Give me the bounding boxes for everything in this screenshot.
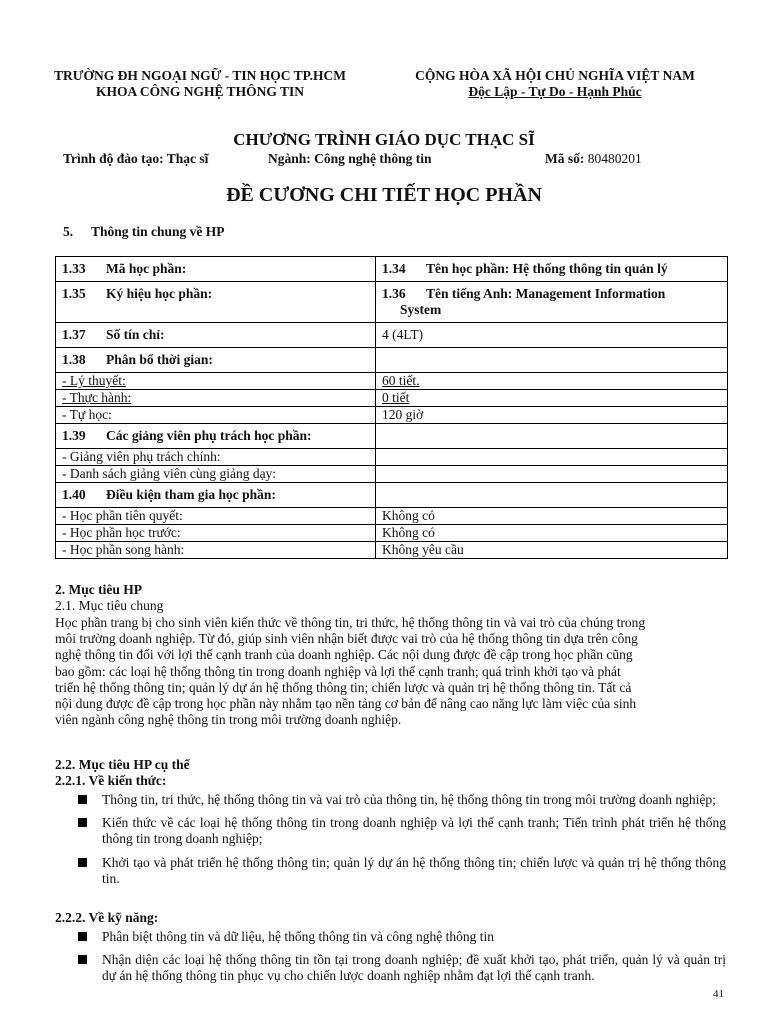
table-cell [376,390,728,407]
program-code-value: 80480201 [587,151,642,166]
table-cell [376,449,728,466]
square-bullet-icon [78,955,87,964]
program-code [545,151,642,167]
table-row [56,449,728,466]
item-label: Mã học phần: [106,261,187,276]
condition-value: Không có [382,508,435,523]
section-2-2-1-heading: 2.2.1. Về kiến thức: [55,773,167,788]
paragraph-line: môi trường doanh nghiệp. Từ đó, giúp sinh viên nhận biết được vai trò của hệ thống thông tin dựa trên công [55,631,638,647]
table-row [56,508,728,525]
paragraph-line: nghệ thông tin đối với lợi thế cạnh tranh của doanh nghiệp. Các nội dung được đề cập trong học phần cũng [55,647,633,663]
item-value: 4 (4LT) [382,327,424,342]
table-cell [56,542,376,559]
list-item-text: Thông tin, tri thức, hệ thống thông tin và vai trò của thông tin, hệ thống thông tin trong môi trường doanh nghiệp; [102,792,716,807]
table-cell [376,373,728,390]
table-cell [56,373,376,390]
list-item [78,952,726,984]
knowledge-list [78,792,726,894]
motto-wrap [398,84,712,100]
course-info-table [55,256,728,559]
square-bullet-icon [78,858,87,867]
list-item-text: Phân biệt thông tin và dữ liệu, hệ thống thông tin và công nghệ thông tin [102,929,495,944]
table-cell [376,282,728,323]
program-major: Ngành: Công nghệ thông tin [268,151,432,166]
section-2-1-heading: 2.1. Mục tiêu chung [55,598,164,613]
table-cell [56,483,376,508]
condition-value: Không có [382,525,435,540]
table-cell [376,424,728,449]
list-item [78,792,726,808]
table-row [56,466,728,483]
table-row [56,373,728,390]
section-5-number: 5. [63,224,74,239]
section-2-heading: 2. Mục tiêu HP [55,582,142,597]
program-code-label: Mã số: [545,151,585,166]
program-title: CHƯƠNG TRÌNH GIÁO DỤC THẠC SĨ [233,130,535,149]
square-bullet-icon [78,932,87,941]
table-cell [56,323,376,348]
table-cell [56,424,376,449]
table-row [56,483,728,508]
time-value: 60 tiết. [382,373,420,388]
condition-label: - Học phần song hành: [62,542,185,557]
table-row [56,348,728,373]
table-cell [376,257,728,282]
list-item [78,929,726,945]
table-cell [56,449,376,466]
table-row [56,390,728,407]
table-row [56,282,728,323]
item-number: 1.34 [382,261,406,276]
item-number: 1.40 [62,487,86,502]
faculty-name: KHOA CÔNG NGHỆ THÔNG TIN [95,84,305,99]
independence-motto: Độc Lập - Tự Do - Hạnh Phúc [468,84,642,99]
item-number: 1.39 [62,428,86,443]
list-item [78,815,726,847]
table-cell [56,282,376,323]
condition-label: - Học phần học trước: [62,525,181,540]
item-label: Phân bổ thời gian: [106,352,213,367]
square-bullet-icon [78,818,87,827]
paragraph-line: bao gồm: các loại hệ thống thông tin trong doanh nghiệp và lợi thế cạnh tranh; quá trình khởi tạo và phát [55,663,621,679]
condition-label: - Học phần tiên quyết: [62,508,183,523]
table-row [56,257,728,282]
country-motto: CỘNG HÒA XÃ HỘI CHỦ NGHĨA VIỆT NAM [415,68,695,83]
table-row [56,407,728,424]
square-bullet-icon [78,795,87,804]
section-2-2-2-heading: 2.2.2. Về kỹ năng: [55,910,159,925]
section-5-heading [63,224,225,240]
table-cell [376,348,728,373]
table-cell [56,525,376,542]
table-cell [376,483,728,508]
list-item [78,855,726,887]
paragraph-line: triển hệ thống thông tin; quản lý dự án hệ thống thông tin; chiến lược và quản trị hệ thống thông tin. Tất cả [55,679,632,695]
paragraph-line: nội dung được đề cập trong học phần này nhằm tạo nền tảng cơ bản để nâng cao năng lực làm việc của sinh [55,696,637,712]
table-cell [376,525,728,542]
program-level: Trình độ đào tạo: Thạc sĩ [63,151,209,166]
time-label: - Tự học: [62,407,112,422]
item-label: Các giảng viên phụ trách học phần: [106,428,312,443]
paragraph-line: Học phần trang bị cho sinh viên kiến thức về thông tin, tri thức, hệ thống thông tin và vai trò của chúng trong [55,615,646,630]
table-cell [56,407,376,424]
school-name: TRƯỜNG ĐH NGOẠI NGỮ - TIN HỌC TP.HCM [53,68,347,83]
table-cell [376,407,728,424]
condition-value: Không yêu cầu [382,542,464,557]
table-cell [56,257,376,282]
time-label: - Thực hành: [62,390,132,405]
list-item-text: Nhận diện các loại hệ thống thông tin tồn tại trong doanh nghiệp; đề xuất khởi tạo, phát triển, quản lý và quản trị dự án hệ thống thông tin phục vụ cho chiến lược doanh nghiệp nhằm đạt lợi thế cạnh tranh. [102,952,726,984]
item-number: 1.33 [62,261,86,276]
item-number: 1.35 [62,286,86,301]
table-cell [56,508,376,525]
item-label: Tên tiếng Anh: Management Information [426,286,666,301]
table-cell [376,542,728,559]
document-title: ĐỀ CƯƠNG CHI TIẾT HỌC PHẦN [226,184,542,206]
table-row [56,424,728,449]
item-label: Điều kiện tham gia học phần: [106,487,276,502]
item-label: Tên học phần: Hệ thống thông tin quản lý [426,261,668,276]
table-cell [376,323,728,348]
paragraph-line: viên ngành công nghệ thông tin trong môi trường doanh nghiệp. [55,712,402,728]
table-row [56,525,728,542]
page-number: 41 [713,988,724,1000]
item-number: 1.37 [62,327,86,342]
table-cell [376,466,728,483]
table-cell [56,466,376,483]
time-label: - Lý thuyết: [62,373,126,388]
table-cell [56,390,376,407]
table-row [56,542,728,559]
section-5-title: Thông tin chung về HP [91,224,225,239]
table-row [56,323,728,348]
time-value: 120 giờ [382,407,424,422]
lecturer-label: - Danh sách giảng viên cùng giảng dạy: [62,466,277,481]
time-value: 0 tiết [382,390,410,405]
item-number: 1.36 [382,286,406,301]
table-cell [376,508,728,525]
item-label-continued: System [400,302,442,317]
table-cell [56,348,376,373]
item-label: Số tín chỉ: [106,327,165,342]
lecturer-label: - Giảng viên phụ trách chính: [62,449,221,464]
list-item-text: Khởi tạo và phát triển hệ thống thông tin; quản lý dự án hệ thống thông tin; chiến lược và quản trị hệ thống thông tin. [102,854,726,886]
skills-list [78,929,726,992]
item-label: Ký hiệu học phần: [106,286,213,301]
item-number: 1.38 [62,352,86,367]
section-2-2-heading: 2.2. Mục tiêu HP cụ thể [55,757,190,772]
general-objective-paragraph [55,615,727,728]
list-item-text: Kiến thức về các loại hệ thống thông tin trong doanh nghiệp và lợi thế cạnh tranh; Tiến trình phát triển hệ thống thông tin trong doanh nghiệp; [102,815,726,847]
